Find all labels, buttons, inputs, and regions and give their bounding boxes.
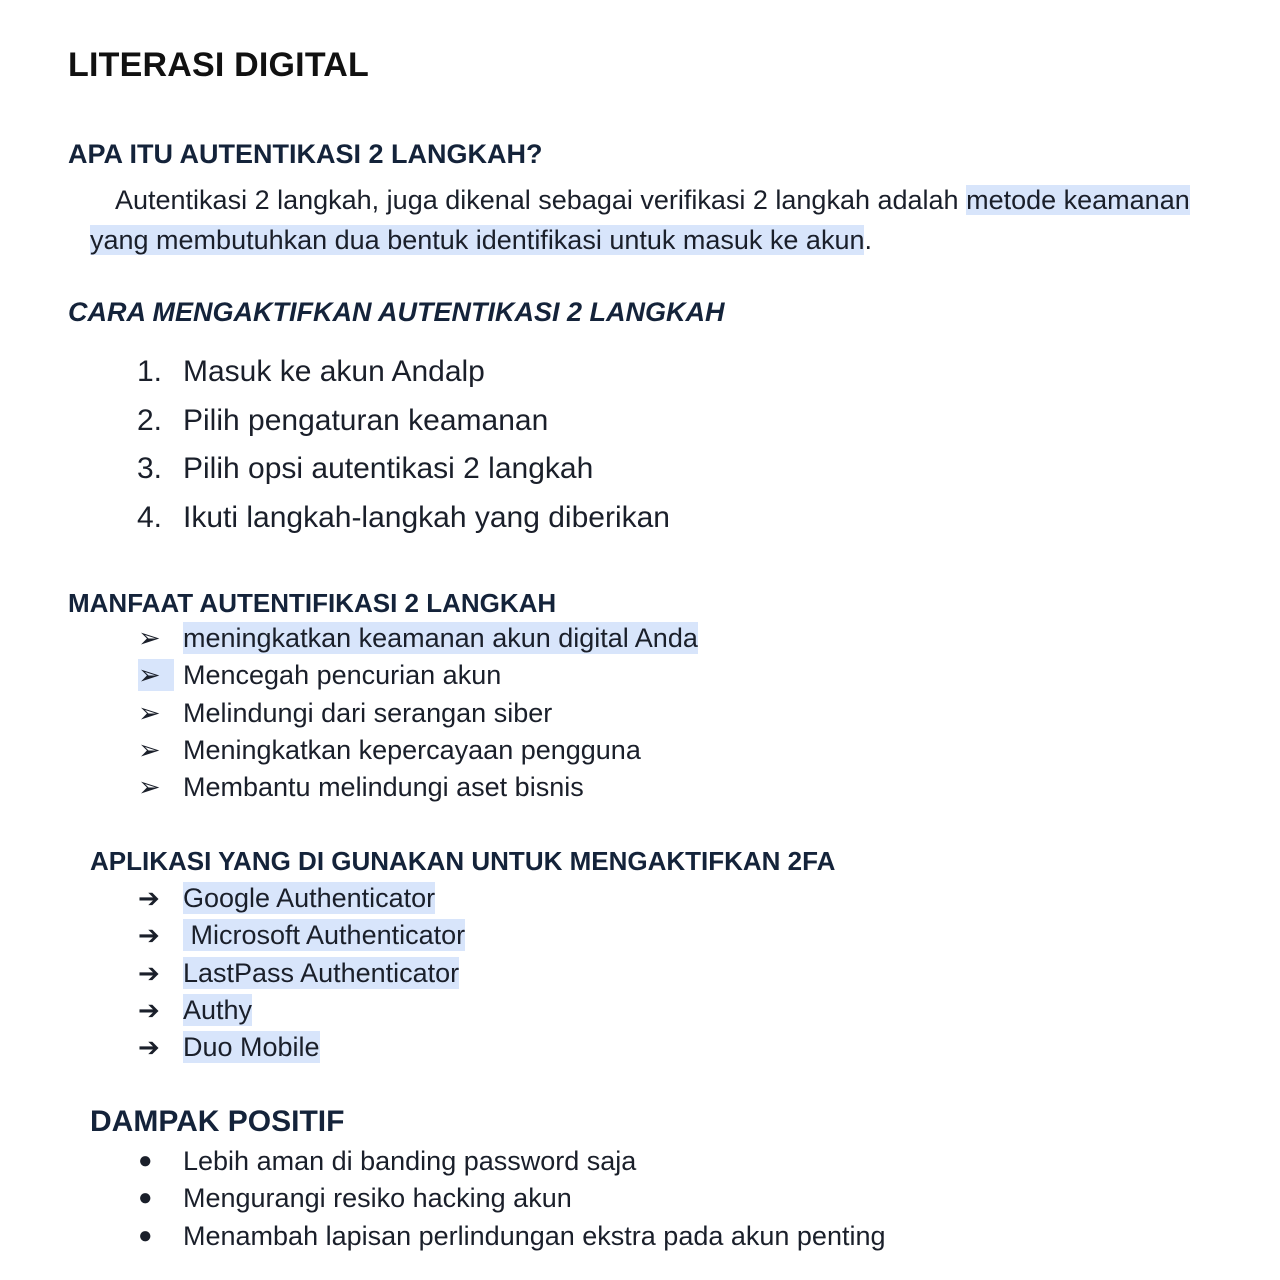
benefit-text: meningkatkan keamanan akun digital Anda (183, 623, 698, 653)
step-text: Masuk ke akun Andalp (183, 355, 485, 388)
benefit-text: Mencegah pencurian akun (183, 660, 502, 691)
definition-paragraph (90, 180, 1240, 260)
arrow-right-icon: ➔ (138, 994, 160, 1025)
definition-period: . (864, 225, 872, 255)
arrow-right-icon: ➔ (138, 883, 160, 913)
step-text: Pilih opsi autentikasi 2 langkah (183, 452, 594, 485)
arrowhead-bullet-icon: ➢ (138, 772, 161, 803)
bullet-dot-icon: ● (138, 1147, 153, 1174)
document-title: LITERASI DIGITAL (68, 46, 369, 84)
step-number: 3. (137, 452, 163, 485)
app-name: Duo Mobile (183, 1032, 320, 1063)
definition-highlighted-text: metode keamanan yang membutuhkan dua bentuk identifikasi untuk masuk ke akun (90, 185, 1190, 255)
benefit-text: Melindungi dari serangan siber (183, 697, 553, 728)
bullet-dot-icon: ● (138, 1221, 153, 1249)
definition-text: Autentikasi 2 langkah, juga dikenal sebagai verifikasi 2 langkah adalah (115, 185, 967, 215)
step-number: 4. (137, 500, 163, 534)
section-heading-benefits: MANFAAT AUTENTIFIKASI 2 LANGKAH (68, 588, 557, 618)
arrowhead-bullet-icon: ➢ (138, 697, 161, 728)
arrow-right-icon: ➔ (138, 1032, 160, 1063)
section-heading-how-to-enable: CARA MENGAKTIFKAN AUTENTIKASI 2 LANGKAH (68, 297, 725, 327)
benefit-text: Membantu melindungi aset bisnis (183, 772, 584, 803)
step-text: Ikuti langkah-langkah yang diberikan (183, 500, 670, 534)
arrowhead-bullet-icon: ➢ (138, 734, 161, 765)
app-name: Authy (183, 994, 253, 1025)
bullet-dot-icon: ● (138, 1184, 153, 1212)
step-text: Pilih pengaturan keamanan (183, 403, 549, 437)
arrow-right-icon: ➔ (138, 957, 160, 988)
section-heading-apps: APLIKASI YANG DI GUNAKAN UNTUK MENGAKTIFKAN 2FA (90, 846, 836, 876)
arrowhead-bullet-icon: ➢ (138, 659, 174, 691)
impact-text: Mengurangi resiko hacking akun (183, 1183, 572, 1214)
app-name: Google Authenticator (183, 883, 436, 913)
app-name: LastPass Authenticator (183, 957, 460, 988)
step-number: 2. (137, 403, 163, 437)
arrow-right-icon: ➔ (138, 920, 160, 951)
arrowhead-bullet-icon: ➢ (138, 623, 161, 653)
benefit-text: Meningkatkan kepercayaan pengguna (183, 734, 641, 765)
step-number: 1. (137, 355, 163, 388)
section-heading-positive-impact: DAMPAK POSITIF (90, 1105, 345, 1138)
impact-text: Menambah lapisan perlindungan ekstra pada akun penting (183, 1220, 886, 1251)
section-heading-what-is-2fa: APA ITU AUTENTIKASI 2 LANGKAH? (68, 139, 543, 169)
app-name: Microsoft Authenticator (183, 920, 466, 951)
impact-text: Lebih aman di banding password saja (183, 1146, 637, 1176)
